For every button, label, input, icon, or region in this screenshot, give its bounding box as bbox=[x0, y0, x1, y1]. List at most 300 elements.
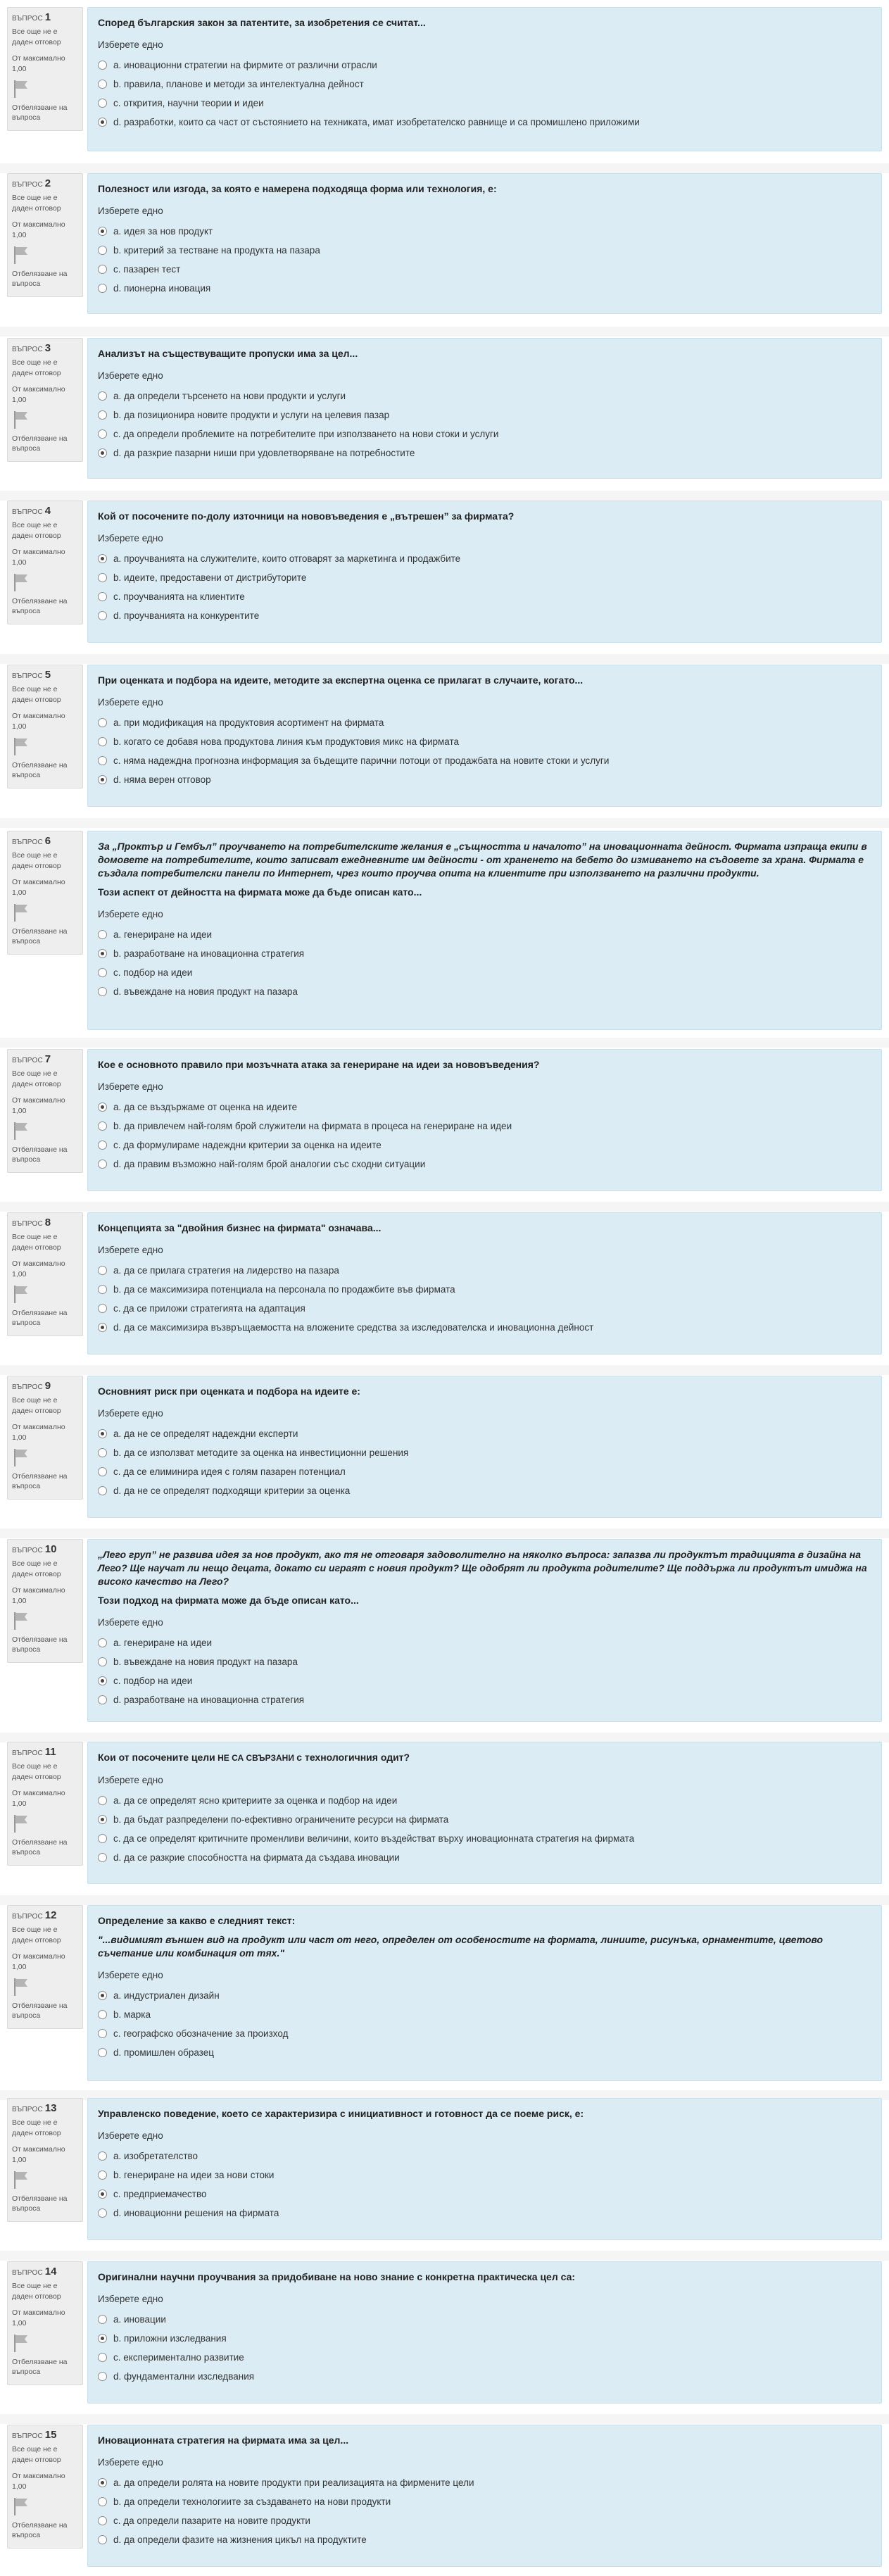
answer-radio[interactable] bbox=[98, 1657, 107, 1666]
answer-option[interactable] bbox=[98, 387, 871, 406]
question-text: Кое е основното правило при мозъчната атака за генериране на идеи за нововъведения? bbox=[98, 1059, 540, 1070]
answer-label[interactable]: a. генериране на идеи bbox=[113, 1638, 213, 1648]
answer-label[interactable]: b. да привлечем най-голям брой служители на фирмата в процеса на генериране на идеи bbox=[113, 1121, 512, 1131]
question-info bbox=[7, 1539, 83, 1663]
answer-label[interactable]: d. да разкрие пазарни ниши при удовлетворяване на потребностите bbox=[113, 448, 415, 458]
answer-radio[interactable] bbox=[98, 1796, 107, 1805]
answer-option[interactable] bbox=[98, 444, 871, 463]
answer-radio[interactable] bbox=[98, 756, 107, 765]
question-info bbox=[7, 1905, 83, 2029]
answer-label[interactable]: b. идеите, предоставени от дистрибуторите bbox=[113, 572, 307, 583]
flag-question-toggle[interactable] bbox=[12, 1121, 78, 1164]
answer-label[interactable]: a. да определи ролята на новите продукти при реализацията на фирмените цели bbox=[113, 2477, 474, 2488]
answer-label[interactable]: c. да определи проблемите на потребителите при използването на нови стоки и услуги bbox=[113, 429, 499, 439]
answer-label[interactable]: b. приложни изследвания bbox=[113, 2333, 227, 2344]
flag-label[interactable]: Отбелязване на въпроса bbox=[12, 2002, 68, 2020]
flag-question-toggle[interactable] bbox=[12, 1611, 78, 1654]
answer-label[interactable]: b. да позиционира новите продукти и услуги на целевия пазар bbox=[113, 410, 390, 420]
flag-label[interactable]: Отбелязване на въпроса bbox=[12, 1145, 68, 1164]
answer-label[interactable]: a. да определи търсенето на нови продукти и услуги bbox=[113, 391, 346, 401]
answer-radio[interactable] bbox=[98, 1853, 107, 1862]
question-grade: От максимално 1,00 bbox=[12, 1952, 65, 1971]
answer-radio[interactable] bbox=[98, 2209, 107, 2218]
answer-label[interactable]: d. да се разкрие способността на фирмата да създава иновации bbox=[113, 1852, 400, 1863]
answer-label[interactable]: a. да не се определят надеждни експерти bbox=[113, 1428, 298, 1439]
flag-question-toggle[interactable] bbox=[12, 1447, 78, 1491]
answer-radio[interactable] bbox=[98, 2535, 107, 2544]
answer-label[interactable]: c. пазарен тест bbox=[113, 264, 181, 275]
question-content bbox=[87, 1905, 882, 2081]
answer-radio[interactable] bbox=[98, 284, 107, 293]
answer-radio[interactable] bbox=[98, 1141, 107, 1150]
answer-label[interactable]: d. да не се определят подходящи критерии за оценка bbox=[113, 1485, 351, 1496]
answer-label[interactable]: c. да се приложи стратегията на адаптация bbox=[113, 1303, 305, 1314]
answer-option[interactable] bbox=[98, 1791, 871, 1810]
flag-icon[interactable] bbox=[12, 1447, 30, 1467]
answer-option[interactable] bbox=[98, 2530, 871, 2549]
question-grade: От максимално 1,00 bbox=[12, 1423, 65, 1442]
answer-option[interactable] bbox=[98, 1299, 871, 1318]
answer-label[interactable]: c. подбор на идеи bbox=[113, 967, 193, 978]
flag-question-toggle[interactable] bbox=[12, 79, 78, 122]
question-grade: От максимално 1,00 bbox=[12, 548, 65, 567]
flag-label[interactable]: Отбелязване на въпроса bbox=[12, 1838, 68, 1856]
answer-prompt: Изберете едно bbox=[98, 697, 163, 708]
answer-prompt: Изберете едно bbox=[98, 1775, 163, 1785]
flag-question-toggle[interactable] bbox=[12, 1977, 78, 2021]
answer-label[interactable]: d. да определи фазите на жизнения цикъл на продуктите bbox=[113, 2534, 367, 2545]
flag-question-toggle[interactable] bbox=[12, 736, 78, 780]
question-grade: От максимално 1,00 bbox=[12, 1096, 65, 1115]
answer-radio[interactable] bbox=[98, 1815, 107, 1824]
answer-radio[interactable] bbox=[98, 61, 107, 70]
flag-question-toggle[interactable] bbox=[12, 2496, 78, 2540]
question-info bbox=[7, 1049, 83, 1173]
answer-label[interactable]: c. географско обозначение за произход bbox=[113, 2028, 289, 2039]
answer-option[interactable] bbox=[98, 2367, 871, 2386]
answer-label[interactable]: b. да се използват методите за оценка на инвестиционни решения bbox=[113, 1447, 409, 1458]
flag-question-toggle[interactable] bbox=[12, 572, 78, 616]
answer-radio[interactable] bbox=[98, 949, 107, 958]
answer-label[interactable]: a. да се въздържаме от оценка на идеите bbox=[113, 1102, 298, 1112]
answer-radio[interactable] bbox=[98, 1121, 107, 1131]
answer-radio[interactable] bbox=[98, 227, 107, 236]
answer-option[interactable] bbox=[98, 1848, 871, 1867]
flag-icon[interactable] bbox=[12, 1611, 30, 1631]
answer-radio[interactable] bbox=[98, 2048, 107, 2057]
answer-radio[interactable] bbox=[98, 554, 107, 563]
answer-label[interactable]: c. експериментално развитие bbox=[113, 2352, 244, 2363]
answer-radio[interactable] bbox=[98, 391, 107, 401]
answer-label[interactable]: b. когато се добавя нова продуктова линия към продуктовия микс на фирмата bbox=[113, 736, 460, 747]
answer-label[interactable]: d. иновационни решения на фирмата bbox=[113, 2208, 279, 2218]
answer-label[interactable]: d. разработване на иновационна стратегия bbox=[113, 1695, 305, 1705]
question-word: ВЪПРОС bbox=[12, 1547, 43, 1554]
answer-label[interactable]: b. разработване на иновационна стратегия bbox=[113, 948, 305, 959]
question-text: Анализът на съществуващите пропуски има за цел... bbox=[98, 348, 358, 359]
answer-list bbox=[98, 925, 871, 1001]
answer-option[interactable] bbox=[98, 222, 871, 241]
answer-list bbox=[98, 2310, 871, 2386]
question-word: ВЪПРОС bbox=[12, 2106, 43, 2113]
question-state: Все още не е даден отговор bbox=[12, 2445, 61, 2464]
question-word: ВЪПРОС bbox=[12, 1057, 43, 1064]
answer-option[interactable] bbox=[98, 1652, 871, 1671]
answer-option[interactable] bbox=[98, 2043, 871, 2062]
answer-label[interactable]: d. да правим възможно най-голям брой аналогии със сходни ситуации bbox=[113, 1159, 426, 1169]
answer-radio[interactable] bbox=[98, 410, 107, 420]
answer-option[interactable] bbox=[98, 2310, 871, 2329]
answer-label[interactable]: a. индустриален дизайн bbox=[113, 1990, 220, 2001]
flag-question-toggle[interactable] bbox=[12, 2333, 78, 2377]
flag-icon[interactable] bbox=[12, 2333, 30, 2353]
answer-radio[interactable] bbox=[98, 718, 107, 727]
question-state: Все още не е даден отговор bbox=[12, 521, 61, 540]
answer-label[interactable]: b. марка bbox=[113, 2009, 151, 2020]
answer-list bbox=[98, 2147, 871, 2223]
question-grade: От максимално 1,00 bbox=[12, 1789, 65, 1808]
flag-label[interactable]: Отбелязване на въпроса bbox=[12, 1635, 68, 1654]
answer-prompt: Изберете едно bbox=[98, 1970, 163, 1980]
answer-option[interactable] bbox=[98, 406, 871, 425]
answer-label[interactable]: c. да се елиминира идея с голям пазарен потенциал bbox=[113, 1466, 346, 1477]
flag-icon[interactable] bbox=[12, 572, 30, 592]
answer-radio[interactable] bbox=[98, 1160, 107, 1169]
question-separator bbox=[0, 1733, 889, 1742]
answer-option[interactable] bbox=[98, 2511, 871, 2530]
answer-prompt: Изберете едно bbox=[98, 370, 163, 381]
answer-option[interactable] bbox=[98, 113, 871, 132]
question-number-value: 13 bbox=[44, 2102, 57, 2114]
question-content bbox=[87, 665, 882, 807]
answer-radio[interactable] bbox=[98, 1695, 107, 1704]
answer-option[interactable] bbox=[98, 260, 871, 279]
question-content bbox=[87, 173, 882, 314]
answer-radio[interactable] bbox=[98, 2315, 107, 2324]
question-info bbox=[7, 2261, 83, 2385]
flag-label[interactable]: Отбелязване на въпроса bbox=[12, 761, 68, 779]
answer-option[interactable] bbox=[98, 241, 871, 260]
answer-option[interactable] bbox=[98, 1424, 871, 1443]
answer-label[interactable]: c. открития, научни теории и идеи bbox=[113, 98, 264, 108]
answer-label[interactable]: d. промишлен образец bbox=[113, 2047, 214, 2058]
question-number-value: 8 bbox=[44, 1217, 51, 1229]
question-content bbox=[87, 338, 882, 479]
answer-radio[interactable] bbox=[98, 429, 107, 439]
answer-option[interactable] bbox=[98, 1117, 871, 1136]
answer-radio[interactable] bbox=[98, 448, 107, 458]
answer-prompt: Изберете едно bbox=[98, 909, 163, 919]
answer-label[interactable]: a. иновационни стратегии на фирмите от различни отрасли bbox=[113, 60, 377, 70]
question-info bbox=[7, 7, 83, 131]
question-state: Все още не е даден отговор bbox=[12, 1069, 61, 1088]
answer-radio[interactable] bbox=[98, 611, 107, 620]
answer-label[interactable]: d. въвеждане на новия продукт на пазара bbox=[113, 986, 298, 997]
flag-question-toggle[interactable] bbox=[12, 410, 78, 453]
flag-icon[interactable] bbox=[12, 2170, 30, 2189]
answer-radio[interactable] bbox=[98, 99, 107, 108]
answer-radio[interactable] bbox=[98, 118, 107, 127]
answer-prompt: Изберете едно bbox=[98, 533, 163, 544]
answer-radio[interactable] bbox=[98, 265, 107, 274]
answer-label[interactable]: c. няма надеждна прогнозна информация за бъдещите парични потоци от продажбата на новите стоки и услуги bbox=[113, 755, 610, 766]
question-word: ВЪПРОС bbox=[12, 1749, 43, 1757]
answer-label[interactable]: c. подбор на идеи bbox=[113, 1676, 193, 1686]
question-state: Все още не е даден отговор bbox=[12, 851, 61, 870]
answer-radio[interactable] bbox=[98, 2189, 107, 2199]
answer-option[interactable] bbox=[98, 2348, 871, 2367]
flag-icon[interactable] bbox=[12, 79, 30, 99]
answer-option[interactable] bbox=[98, 1318, 871, 1337]
answer-option[interactable] bbox=[98, 1261, 871, 1280]
answer-radio[interactable] bbox=[98, 737, 107, 746]
answer-label[interactable]: c. да определи пазарите на новите продукти bbox=[113, 2515, 310, 2526]
answer-label[interactable]: d. пионерна иновация bbox=[113, 283, 211, 294]
answer-label[interactable]: b. да определи технологиите за създаването на нови продукти bbox=[113, 2496, 391, 2507]
answer-label[interactable]: d. проучванията на конкурентите bbox=[113, 610, 260, 621]
flag-label[interactable]: Отбелязване на въпроса bbox=[12, 1472, 68, 1490]
question-number-value: 11 bbox=[44, 1746, 56, 1758]
answer-option[interactable] bbox=[98, 1810, 871, 1829]
question-number-value: 6 bbox=[44, 835, 51, 847]
answer-option[interactable] bbox=[98, 925, 871, 944]
question-content bbox=[87, 2425, 882, 2567]
answer-option[interactable] bbox=[98, 568, 871, 587]
answer-label[interactable]: a. иновации bbox=[113, 2314, 166, 2325]
flag-icon[interactable] bbox=[12, 1814, 30, 1833]
flag-label[interactable]: Отбелязване на въпроса bbox=[12, 2358, 68, 2376]
flag-question-toggle[interactable] bbox=[12, 245, 78, 289]
answer-label[interactable]: a. при модификация на продуктовия асортимент на фирмата bbox=[113, 717, 384, 728]
answer-option[interactable] bbox=[98, 2204, 871, 2223]
answer-option[interactable] bbox=[98, 587, 871, 606]
question-number-value: 14 bbox=[44, 2266, 57, 2277]
answer-option[interactable] bbox=[98, 94, 871, 113]
question-content bbox=[87, 7, 882, 151]
question-text-part: Кои от посочените цели bbox=[98, 1752, 215, 1763]
question-state: Все още не е даден отговор bbox=[12, 1925, 61, 1944]
question-separator bbox=[0, 163, 889, 173]
flag-icon[interactable] bbox=[12, 1284, 30, 1304]
answer-option[interactable] bbox=[98, 1633, 871, 1652]
flag-label[interactable]: Отбелязване на въпроса bbox=[12, 434, 68, 453]
answer-option[interactable] bbox=[98, 2185, 871, 2204]
answer-option[interactable] bbox=[98, 549, 871, 568]
answer-option[interactable] bbox=[98, 75, 871, 94]
answer-option[interactable] bbox=[98, 2024, 871, 2043]
answer-option[interactable] bbox=[98, 1280, 871, 1299]
answer-option[interactable] bbox=[98, 1690, 871, 1709]
answer-option[interactable] bbox=[98, 425, 871, 444]
question-text bbox=[98, 1751, 871, 1765]
answer-radio[interactable] bbox=[98, 1486, 107, 1495]
answer-label[interactable]: b. въвеждане на новия продукт на пазара bbox=[113, 1657, 298, 1667]
question-grade: От максимално 1,00 bbox=[12, 1586, 65, 1605]
answer-label[interactable]: a. идея за нов продукт bbox=[113, 226, 213, 237]
answer-label[interactable]: b. правила, планове и методи за интелектуална дейност bbox=[113, 79, 364, 89]
question-state: Все още не е даден отговор bbox=[12, 1559, 61, 1578]
flag-label[interactable]: Отбелязване на въпроса bbox=[12, 2194, 68, 2213]
question-separator bbox=[0, 1895, 889, 1905]
question-number-value: 2 bbox=[44, 177, 51, 189]
question-state: Все още не е даден отговор bbox=[12, 27, 61, 46]
answer-label[interactable]: d. няма верен отговор bbox=[113, 774, 211, 785]
answer-option[interactable] bbox=[98, 1443, 871, 1462]
answer-radio[interactable] bbox=[98, 1266, 107, 1275]
answer-label[interactable]: a. генериране на идеи bbox=[113, 929, 213, 940]
answer-option[interactable] bbox=[98, 2473, 871, 2492]
answer-option[interactable] bbox=[98, 1986, 871, 2005]
answer-radio[interactable] bbox=[98, 80, 107, 89]
flag-question-toggle[interactable] bbox=[12, 2170, 78, 2213]
flag-label[interactable]: Отбелязване на въпроса bbox=[12, 1309, 68, 1327]
answer-radio[interactable] bbox=[98, 2478, 107, 2487]
question-separator bbox=[0, 654, 889, 664]
answer-option[interactable] bbox=[98, 1098, 871, 1117]
answer-label[interactable]: c. да формулираме надеждни критерии за оценка на идеите bbox=[113, 1140, 382, 1150]
answer-radio[interactable] bbox=[98, 2170, 107, 2180]
answer-radio[interactable] bbox=[98, 573, 107, 582]
answer-option[interactable] bbox=[98, 713, 871, 732]
answer-label[interactable]: d. да се максимизира възвръщаемостта на вложените средства за изследователска и иновационна дейност bbox=[113, 1322, 594, 1333]
answer-option[interactable] bbox=[98, 2147, 871, 2166]
question-info bbox=[7, 173, 83, 297]
answer-label[interactable]: d. разработки, които са част от състоянието на техниката, имат изобретателско равнище и са промишлено приложими bbox=[113, 117, 640, 127]
question-content bbox=[87, 2098, 882, 2240]
answer-option[interactable] bbox=[98, 279, 871, 298]
question-state: Все още не е даден отговор bbox=[12, 2282, 61, 2301]
answer-option[interactable] bbox=[98, 56, 871, 75]
answer-radio[interactable] bbox=[98, 1448, 107, 1457]
answer-radio[interactable] bbox=[98, 1429, 107, 1438]
question-text-emphasis: НЕ СА СВЪРЗАНИ bbox=[215, 1753, 297, 1763]
question-info bbox=[7, 338, 83, 462]
question-text: „Лего груп” не развива идея за нов продукт, ако тя не отговаря задоволително на няколко въпроса: запазва ли продуктът традицията в дизайна на Лего? Ще научат ли нещо децата, докато си играят с новия продукт? Ще одобрят ли продукта родителите? Ще поддържа ли продуктът имиджа на високо качество на Лего? bbox=[98, 1549, 867, 1587]
answer-radio[interactable] bbox=[98, 2497, 107, 2506]
flag-icon[interactable] bbox=[12, 736, 30, 756]
question-subtext: "...видимият външен вид на продукт или част от него, определен от особеностите на формата, линиите, рисунъка, орнаментите, цветово съчетание или комбинация от тях." bbox=[98, 1934, 824, 1959]
answer-radio[interactable] bbox=[98, 2010, 107, 2019]
flag-icon[interactable] bbox=[12, 245, 30, 265]
answer-label[interactable]: a. проучванията на служителите, които отговарят за маркетинга и продажбите bbox=[113, 553, 461, 564]
answer-option[interactable] bbox=[98, 606, 871, 625]
flag-question-toggle[interactable] bbox=[12, 903, 78, 946]
answer-option[interactable] bbox=[98, 1671, 871, 1690]
flag-question-toggle[interactable] bbox=[12, 1284, 78, 1328]
answer-list bbox=[98, 222, 871, 298]
answer-option[interactable] bbox=[98, 2166, 871, 2185]
answer-radio[interactable] bbox=[98, 2372, 107, 2381]
answer-radio[interactable] bbox=[98, 2516, 107, 2525]
answer-radio[interactable] bbox=[98, 2151, 107, 2161]
answer-option[interactable] bbox=[98, 2492, 871, 2511]
answer-radio[interactable] bbox=[98, 930, 107, 939]
answer-radio[interactable] bbox=[98, 592, 107, 601]
question-info bbox=[7, 1742, 83, 1866]
answer-option[interactable] bbox=[98, 1155, 871, 1174]
flag-icon[interactable] bbox=[12, 1121, 30, 1141]
answer-prompt: Изберете едно bbox=[98, 2457, 163, 2468]
question-state: Все още не е даден отговор bbox=[12, 1396, 61, 1415]
flag-icon[interactable] bbox=[12, 1977, 30, 1997]
answer-option[interactable] bbox=[98, 2329, 871, 2348]
answer-option[interactable] bbox=[98, 1829, 871, 1848]
question-text: Според българския закон за патентите, за изобретения се считат... bbox=[98, 17, 426, 28]
flag-label[interactable]: Отбелязване на въпроса bbox=[12, 927, 68, 945]
flag-icon[interactable] bbox=[12, 410, 30, 429]
answer-option[interactable] bbox=[98, 732, 871, 751]
answer-radio[interactable] bbox=[98, 1102, 107, 1112]
answer-prompt: Изберете едно bbox=[98, 2130, 163, 2141]
answer-option[interactable] bbox=[98, 944, 871, 963]
question-number bbox=[12, 2430, 78, 2442]
answer-radio[interactable] bbox=[98, 1676, 107, 1685]
flag-icon[interactable] bbox=[12, 2496, 30, 2516]
answer-option[interactable] bbox=[98, 770, 871, 789]
answer-label[interactable]: b. генериране на идеи за нови стоки bbox=[113, 2170, 275, 2180]
flag-icon[interactable] bbox=[12, 903, 30, 922]
question-word: ВЪПРОС bbox=[12, 508, 43, 516]
answer-radio[interactable] bbox=[98, 1638, 107, 1647]
answer-option[interactable] bbox=[98, 982, 871, 1001]
answer-label[interactable]: d. фундаментални изследвания bbox=[113, 2371, 255, 2382]
answer-option[interactable] bbox=[98, 963, 871, 982]
question-state: Все още не е даден отговор bbox=[12, 2118, 61, 2137]
answer-radio[interactable] bbox=[98, 1834, 107, 1843]
answer-list bbox=[98, 1791, 871, 1867]
answer-radio[interactable] bbox=[98, 2353, 107, 2362]
question-content bbox=[87, 831, 882, 1030]
answer-label[interactable]: c. да се определят критичните променливи величини, които въздействат върху иновационната стратегия на фирмата bbox=[113, 1833, 635, 1844]
flag-label[interactable]: Отбелязване на въпроса bbox=[12, 597, 68, 615]
answer-radio[interactable] bbox=[98, 775, 107, 784]
answer-prompt: Изберете едно bbox=[98, 39, 163, 50]
answer-label[interactable]: a. изобретателство bbox=[113, 2151, 198, 2161]
answer-option[interactable] bbox=[98, 2005, 871, 2024]
flag-label[interactable]: Отбелязване на въпроса bbox=[12, 103, 68, 122]
answer-prompt: Изберете едно bbox=[98, 1408, 163, 1419]
answer-option[interactable] bbox=[98, 1462, 871, 1481]
question-text: За „Проктър и Гембъл” проучването на потребителските желания е „същността и началото” на иновационната дейност. Фирмата изпраща екипи в домовете на потребителите, които записват ежедневните им дейности - от храненето на бебето до измиването на съдовете за храна. Фирмата е създала потребителски панели по Интернет, чрез които проучва опита на клиентите при използването на различни продукти. bbox=[98, 841, 867, 879]
flag-label[interactable]: Отбелязване на въпроса bbox=[12, 2521, 68, 2539]
answer-label[interactable]: b. критерий за тестване на продукта на пазара bbox=[113, 245, 320, 256]
answer-label[interactable]: c. предприемачество bbox=[113, 2189, 207, 2199]
flag-label[interactable]: Отбелязване на въпроса bbox=[12, 270, 68, 288]
answer-option[interactable] bbox=[98, 1136, 871, 1155]
answer-radio[interactable] bbox=[98, 246, 107, 255]
question-number-value: 10 bbox=[44, 1543, 57, 1555]
question-separator bbox=[0, 1528, 889, 1538]
answer-radio[interactable] bbox=[98, 987, 107, 996]
answer-label[interactable]: a. да се определят ясно критериите за оценка и подбор на идеи bbox=[113, 1795, 398, 1806]
answer-option[interactable] bbox=[98, 1481, 871, 1500]
answer-radio[interactable] bbox=[98, 1991, 107, 2000]
answer-radio[interactable] bbox=[98, 2334, 107, 2343]
answer-radio[interactable] bbox=[98, 2029, 107, 2038]
answer-option[interactable] bbox=[98, 751, 871, 770]
answer-radio[interactable] bbox=[98, 1304, 107, 1313]
answer-radio[interactable] bbox=[98, 1323, 107, 1332]
question-subtext: Този подход на фирмата може да бъде описан като... bbox=[98, 1595, 359, 1606]
answer-label[interactable]: b. да бъдат разпределени по-ефективно ограничените ресурси на фирмата bbox=[113, 1814, 449, 1825]
answer-label[interactable]: c. проучванията на клиентите bbox=[113, 591, 245, 602]
answer-radio[interactable] bbox=[98, 1467, 107, 1476]
answer-radio[interactable] bbox=[98, 1285, 107, 1294]
flag-question-toggle[interactable] bbox=[12, 1814, 78, 1857]
answer-label[interactable]: a. да се прилага стратегия на лидерство на пазара bbox=[113, 1265, 339, 1276]
answer-label[interactable]: b. да се максимизира потенциала на персонала по продажбите във фирмата bbox=[113, 1284, 455, 1295]
answer-radio[interactable] bbox=[98, 968, 107, 977]
